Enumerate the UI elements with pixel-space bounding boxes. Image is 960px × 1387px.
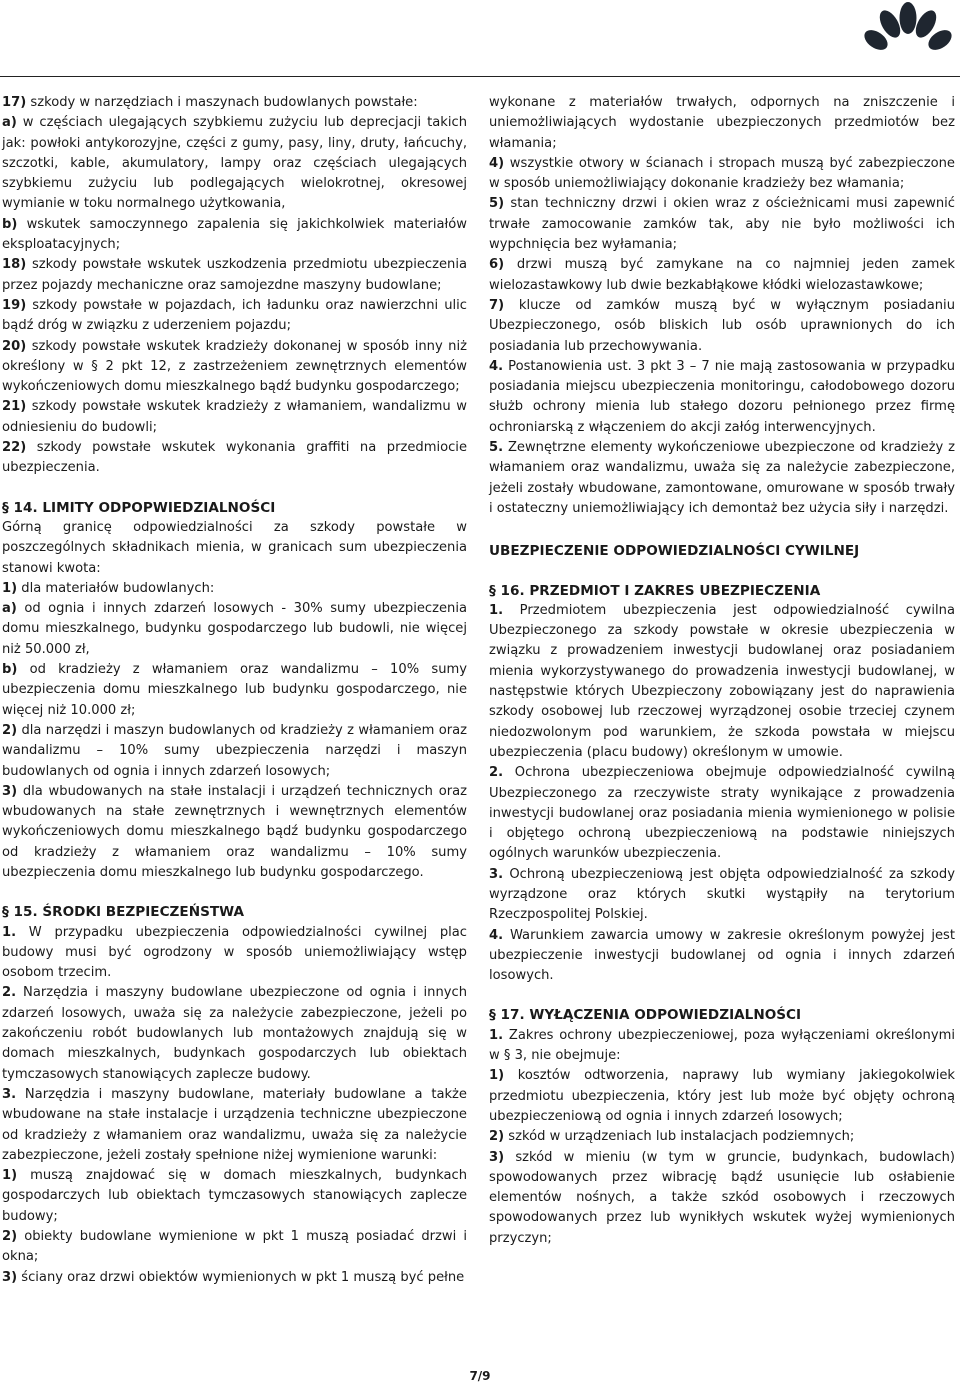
section-15-title: § 15. ŚRODKI BEZPIECZEŃSTWA: [2, 904, 245, 921]
item-text: Postanowienia ust. 3 pkt 3 – 7 nie mają zastosowania w przypadku posiadania miejscu ubezpieczenia monitoringu, całodobowego dozoru służb ochrony mienia lub stałego dozoru pełnionego przez firmę ochroniarską z włączeniem do akcji załóg interwencyjnych.: [489, 358, 955, 435]
item-text: kosztów odtworzenia, naprawy lub wymiany jakiegokolwiek przedmiotu ubezpieczenia, który jest lub może być objęty ochroną ubezpieczeniową od ognia i innych zdarzeń losowych;: [489, 1068, 955, 1124]
item-text: drzwi muszą być zamykane na co najmniej jeden zamek wielozastawkowy lub dwie bezkabłąkowe kłódki wielozastawkowe;: [489, 257, 955, 293]
item-text: szkody powstałe wskutek kradzieży dokonanej w sposób inny niż określony w § 2 pkt 12, z zastrzeżeniem zewnętrznych elementów wykończeniowych domu mieszkalnego bądź budynku gospodarczego;: [2, 338, 467, 395]
list-item: [489, 763, 955, 864]
item-text: szkody powstałe wskutek uszkodzenia przedmiotu ubezpieczenia przez pojazdy mechaniczne oraz samojezdne maszyny budowlane;: [2, 257, 467, 293]
item-text: klucze od zamków muszą być w wyłącznym posiadaniu Ubezpieczonego, osób bliskich lub osób uprawnionych do ich posiadania lub przechowywania.: [489, 297, 955, 354]
brand-logo-icon: [860, 2, 956, 54]
item-text: dla wbudowanych na stałe instalacji i urządzeń technicznych oraz wbudowanych na stałe zewnętrznych i wewnętrznych elementów wykończeniowych domu mieszkalnego bądź budynku gospodarczego od kradzieży z włamaniem oraz wandalizmu – 10% sumy ubezpieczenia domu mieszkalnego lub budynku gospodarczego.: [2, 783, 467, 880]
item-text: wykonane z materiałów trwałych, odpornych na zniszczenie i uniemożliwiających wydostanie ubezpieczonych przedmiotów bez włamania;: [489, 95, 955, 151]
list-item: [2, 1166, 467, 1227]
list-item: [2, 296, 467, 337]
item-marker: 2): [489, 1129, 505, 1145]
item-text: muszą znajdować się w domach mieszkalnych, budynkach gospodarczych lub obiektach tymczasowych stanowiących zaplecze budowy;: [2, 1168, 467, 1224]
item-text: Ochroną ubezpieczeniową jest objęta odpowiedzialność za szkody wyrządzone oraz których skutki wystąpiły na terytorium Rzeczpospolitej Polskiej.: [489, 866, 955, 923]
list-item: [2, 721, 467, 782]
item-marker: 2.: [2, 985, 17, 1001]
item-marker: b): [2, 662, 18, 678]
item-marker: 2): [2, 1229, 18, 1245]
item-marker: 3): [2, 1269, 18, 1285]
item-text: szkody w narzędziach i maszynach budowlanych powstałe:: [26, 95, 418, 110]
list-item: [489, 865, 955, 926]
item-text: wszystkie otwory w ścianach i stropach muszą być zabezpieczone w sposób uniemożliwiający dokonanie kradzieży bez włamania;: [489, 155, 955, 192]
list-item: [2, 215, 467, 256]
page-number: 7/9: [469, 1369, 491, 1383]
list-item: [2, 983, 467, 1084]
item-marker: 7): [489, 297, 505, 313]
item-text: od ognia i innych zdarzeń losowych - 30% sumy ubezpieczenia domu mieszkalnego, budynku gospodarczego lub budowli, nie więcej niż 50.000 zł,: [2, 601, 467, 657]
list-item: [2, 93, 467, 113]
item-marker: 4.: [489, 358, 504, 374]
item-text: W przypadku ubezpieczenia odpowiedzialności cywilnej plac budowy musi być ogrodzony w sposób uniemożliwiający wstęp osobom trzecim.: [2, 924, 467, 981]
item-text: szkody powstałe wskutek kradzieży z włamaniem, wandalizmu w odniesieniu do budowli;: [2, 399, 467, 435]
list-item: [2, 337, 467, 398]
list-item: [2, 660, 467, 721]
item-text: Narzędzia i maszyny budowlane, materiały budowlane a także wbudowane na stałe instalacje i urządzenia techniczne ubezpieczone od kradzieży z włamaniem oraz wandalizmu, uważa się za należycie zabezpieczone, jeżeli zostały spełnione niżej wymienione warunki:: [2, 1086, 467, 1163]
item-marker: 21): [2, 399, 27, 415]
item-marker: 1): [2, 580, 18, 596]
list-item: [489, 194, 955, 255]
item-text: szkód w mieniu (w tym w gruncie, budynkach, budowlach) spowodowanych przez wibrację bądź usunięcie lub osłabienie elementów nośnych, a także szkód osobowych i rzeczowych spowodowanych przez lub wynikłych wskutek wyżej wymienionych przyczyn;: [489, 1149, 955, 1246]
item-marker: 20): [2, 338, 27, 354]
left-column: [2, 93, 467, 1288]
item-text: Zewnętrzne elementy wykończeniowe ubezpieczone od kradzieży z włamaniem oraz wandalizmu, uważa się za należycie zabezpieczone, jeżeli zostały wbudowane, zamontowane, omurowane w sposób trwały i ostateczny uniemożliwiający ich demontaż bez użycia siły i narzędzi.: [489, 440, 955, 516]
item-marker: a): [2, 115, 17, 131]
section-16-title: § 16. PRZEDMIOT I ZAKRES UBEZPIECZENIA: [489, 582, 821, 599]
item-marker: 1): [2, 1168, 18, 1184]
item-text: dla narzędzi i maszyn budowlanych od kradzieży z włamaniem oraz wandalizmu – 10% sumy ubezpieczenia narzędzi i maszyn budowlanych od ognia i innych zdarzeń losowych;: [2, 722, 467, 779]
list-item: [2, 1268, 467, 1288]
header-rule: [0, 76, 960, 77]
item-text: w częściach ulegających szybkiemu zużyciu lub deprecjacji takich jak: powłoki antykorozyjne, części z gumy, pasy, liny, druty, łańcuchy, szczotki, kable, akumulatory, lampy oraz częściach ulegających szybkiemu zużyciu lub podlegających wielokrotnej, okresowej wymianie w toku normalnego użytkowania,: [2, 115, 467, 212]
section-caption: UBEZPIECZENIE ODPOWIEDZIALNOŚCI CYWILNEJ: [489, 543, 860, 560]
list-item: [489, 1127, 955, 1147]
item-marker: 17): [2, 95, 27, 110]
list-item: [2, 579, 467, 599]
item-marker: 3.: [489, 866, 504, 882]
item-marker: 1.: [489, 1027, 504, 1043]
item-text: Warunkiem zawarcia umowy w zakresie określonym powyżej jest ubezpieczenie inwestycji budowlanej od ognia i innych zdarzeń losowych.: [489, 927, 955, 984]
list-item: [489, 93, 955, 154]
section-14-title: § 14. LIMITY ODPOPWIEDZIALNOŚCI: [2, 499, 276, 516]
list-item: [489, 255, 955, 296]
list-item: [489, 926, 955, 987]
list-item: [2, 782, 467, 883]
item-text: stan techniczny drzwi i okien wraz z ościeżnicami musi zapewnić trwałe zamocowanie zamków tak, aby nie było możliwości ich wypchnięcia bez wyłamania;: [489, 196, 955, 253]
right-column: [489, 93, 955, 1249]
item-text: Narzędzia i maszyny budowlane ubezpieczone od ognia i innych zdarzeń losowych, uważa się za należycie zabezpieczone, jeżeli po zakończeniu robót budowlanych lub montażowych znajdują się w domach mieszkalnych, budynkach gospodarczych lub obiektach tymczasowych stanowiących zaplecze budowy.: [2, 985, 467, 1082]
item-marker: 19): [2, 297, 27, 313]
item-text: szkód w urządzeniach lub instalacjach podziemnych;: [504, 1129, 855, 1145]
item-text: dla materiałów budowlanych:: [17, 580, 215, 596]
item-text: wskutek samoczynnego zapalenia się jakichkolwiek materiałów eksploatacyjnych;: [2, 216, 467, 253]
list-item: [489, 1026, 955, 1067]
item-marker: 5.: [489, 440, 504, 456]
item-marker: 18): [2, 257, 27, 273]
list-item: [2, 1085, 467, 1166]
list-item: [2, 1227, 467, 1268]
item-text: szkody powstałe wskutek wykonania graffiti na przedmiocie ubezpieczenia.: [2, 440, 467, 476]
item-marker: 5): [489, 196, 505, 212]
item-marker: 2.: [489, 765, 504, 781]
list-item: [489, 1148, 955, 1249]
item-marker: 4.: [489, 927, 504, 943]
list-item: [2, 113, 467, 214]
item-marker: 1.: [2, 924, 17, 940]
item-marker: 1): [489, 1068, 505, 1084]
item-text: szkody powstałe w pojazdach, ich ładunku oraz nawierzchni ulic bądź dróg w związku z uderzeniem pojazdu;: [2, 297, 467, 334]
item-marker: 1.: [489, 602, 504, 618]
item-marker: 2): [2, 722, 18, 738]
list-item: [2, 923, 467, 984]
item-text: obiekty budowlane wymienione w pkt 1 muszą posiadać drzwi i okna;: [2, 1229, 467, 1265]
item-marker: 4): [489, 155, 505, 171]
item-text: ściany oraz drzwi obiektów wymienionych w pkt 1 muszą być pełne: [17, 1269, 465, 1285]
item-text: Przedmiotem ubezpieczenia jest odpowiedzialność cywilna Ubezpieczonego za szkody powstałe w okresie ubezpieczenia w związku z prowadzeniem inwestycji budowlanej oraz posiadaniem mienia wykorzystywanego do prowadzenia inwestycji budowlanej, w następstwie których Ubezpieczony zobowiązany jest do naprawienia szkody osobowej lub rzeczowej wyrządzonej osobie trzeciej czynem niedozwolonym pod warunkiem, że szkoda powstała w miejscu ubezpieczenia (placu budowy) określonym w umowie.: [489, 602, 955, 760]
list-item: [2, 599, 467, 660]
item-marker: 6): [489, 257, 505, 273]
list-item: [2, 438, 467, 479]
item-text: od kradzieży z włamaniem oraz wandalizmu – 10% sumy ubezpieczenia domu mieszkalnego lub budynku gospodarczego, nie więcej niż 10.000 zł;: [2, 662, 467, 718]
item-marker: 3.: [2, 1086, 17, 1102]
item-marker: 3): [2, 783, 18, 799]
item-marker: a): [2, 601, 17, 617]
list-item: [489, 154, 955, 195]
item-marker: b): [2, 216, 18, 232]
item-marker: 3): [489, 1149, 505, 1165]
list-item: [2, 397, 467, 438]
item-marker: 22): [2, 440, 27, 456]
list-item: [489, 438, 955, 519]
list-item: [489, 357, 955, 438]
list-item: [489, 296, 955, 357]
item-text: Zakres ochrony ubezpieczeniowej, poza wyłączeniami określonymi w § 3, nie obejmuje:: [489, 1027, 955, 1064]
list-item: [2, 255, 467, 296]
list-item: [489, 1066, 955, 1127]
section-14-intro: Górną granicę odpowiedzialności za szkody powstałe w poszczególnych składnikach mienia, w granicach sum ubezpieczenia stanowi kwota:: [2, 519, 467, 576]
list-item: [489, 601, 955, 763]
item-text: Ochrona ubezpieczeniowa obejmuje odpowiedzialność cywilną Ubezpieczonego za rzeczywiste straty wynikające z prowadzenia inwestycji budowlanej oraz posiadania mienia wymienionego w polisie i objętego ochroną ubezpieczeniową na podstawie niniejszych ogólnych warunków ubezpieczenia.: [489, 765, 955, 862]
section-17-title: § 17. WYŁĄCZENIA ODPOWIEDZIALNOŚCI: [489, 1007, 802, 1024]
